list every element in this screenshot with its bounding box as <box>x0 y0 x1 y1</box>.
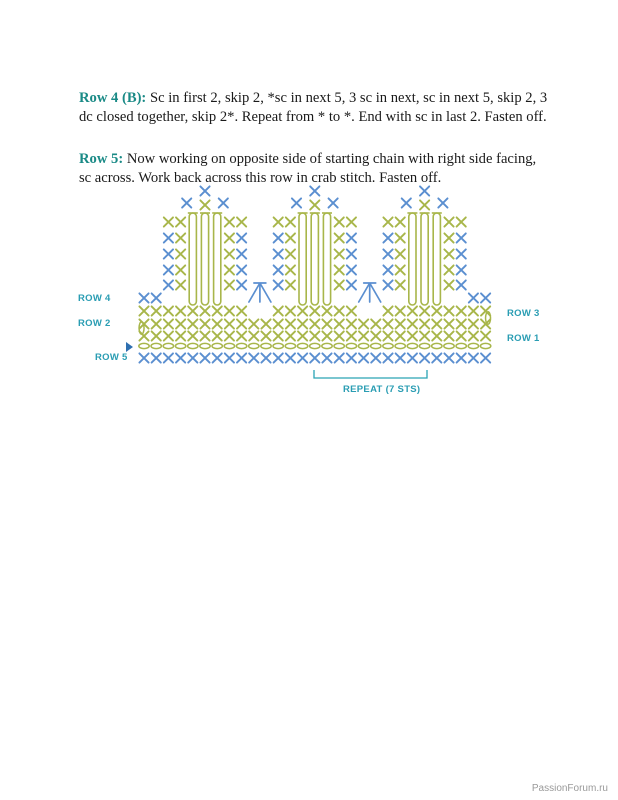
sc-stitch-icon <box>188 319 197 328</box>
row4-instructions <box>79 89 549 127</box>
sc-stitch-icon <box>176 280 185 289</box>
sc-stitch-icon <box>310 306 319 315</box>
sc-stitch-icon <box>347 319 356 328</box>
sc-stitch-icon <box>469 331 478 340</box>
sc-stitch-icon <box>383 217 392 226</box>
sc-stitch-icon <box>188 306 197 315</box>
dc-stitch-icon <box>323 213 330 305</box>
sc-stitch-icon <box>396 217 405 226</box>
sc-stitch-icon <box>225 280 234 289</box>
sc-stitch-icon <box>249 319 258 328</box>
sc-stitch-icon <box>225 306 234 315</box>
sc-stitch-icon <box>274 331 283 340</box>
sc-stitch-icon <box>164 249 173 258</box>
sc-stitch-icon <box>396 331 405 340</box>
sc-stitch-icon <box>139 353 148 362</box>
dc-stitch-icon <box>433 213 440 305</box>
sc-stitch-icon <box>213 353 222 362</box>
chain-stitch-icon <box>285 343 295 348</box>
sc-stitch-icon <box>457 319 466 328</box>
chain-stitch-icon <box>273 343 283 348</box>
sc-stitch-icon <box>188 353 197 362</box>
sc-stitch-icon <box>310 353 319 362</box>
sc-stitch-icon <box>200 186 209 195</box>
sc-stitch-icon <box>310 331 319 340</box>
sc-stitch-icon <box>383 331 392 340</box>
dc-stitch-icon <box>421 213 428 305</box>
repeat-label: REPEAT (7 STS) <box>343 384 421 395</box>
sc-stitch-icon <box>359 353 368 362</box>
sc-stitch-icon <box>420 331 429 340</box>
sc-stitch-icon <box>371 331 380 340</box>
sc-stitch-icon <box>408 319 417 328</box>
dc-stitch-icon <box>299 213 306 305</box>
row5-label: Row 5: <box>79 150 124 167</box>
sc-stitch-icon <box>225 319 234 328</box>
sc-stitch-icon <box>335 353 344 362</box>
row5-start-arrow-icon <box>126 342 133 352</box>
sc-stitch-icon <box>335 331 344 340</box>
chain-stitch-icon <box>297 343 307 348</box>
sc-stitch-icon <box>335 233 344 242</box>
sc-stitch-icon <box>225 265 234 274</box>
chain-stitch-icon <box>480 343 490 348</box>
dc-stitch-icon <box>311 213 318 305</box>
sc-stitch-icon <box>164 319 173 328</box>
chain-stitch-icon <box>432 343 442 348</box>
sc-stitch-icon <box>286 265 295 274</box>
dc-stitch-icon <box>409 213 416 305</box>
dc-stitch-icon <box>189 213 196 305</box>
sc-stitch-icon <box>444 319 453 328</box>
sc-stitch-icon <box>420 186 429 195</box>
sc-stitch-icon <box>383 265 392 274</box>
sc-stitch-icon <box>371 319 380 328</box>
sc-stitch-icon <box>335 319 344 328</box>
sc-stitch-icon <box>310 200 319 209</box>
sc-stitch-icon <box>164 233 173 242</box>
sc-stitch-icon <box>237 217 246 226</box>
sc-stitch-icon <box>298 353 307 362</box>
sc-stitch-icon <box>322 353 331 362</box>
sc-stitch-icon <box>396 249 405 258</box>
sc-stitch-icon <box>347 331 356 340</box>
sc-stitch-icon <box>261 353 270 362</box>
sc-stitch-icon <box>249 331 258 340</box>
sc-stitch-icon <box>481 293 490 302</box>
sc-stitch-icon <box>182 198 191 207</box>
dc-cluster-icon <box>249 283 271 302</box>
sc-stitch-icon <box>347 233 356 242</box>
sc-stitch-icon <box>164 331 173 340</box>
chain-stitch-icon <box>151 343 161 348</box>
sc-stitch-icon <box>200 353 209 362</box>
chain-stitch-icon <box>322 343 332 348</box>
sc-stitch-icon <box>420 200 429 209</box>
sc-stitch-icon <box>469 293 478 302</box>
sc-stitch-icon <box>432 331 441 340</box>
sc-stitch-icon <box>152 331 161 340</box>
sc-stitch-icon <box>225 233 234 242</box>
sc-stitch-icon <box>310 319 319 328</box>
sc-stitch-icon <box>298 331 307 340</box>
sc-stitch-icon <box>164 353 173 362</box>
sc-stitch-icon <box>457 280 466 289</box>
sc-stitch-icon <box>139 306 148 315</box>
chain-stitch-icon <box>407 343 417 348</box>
sc-stitch-icon <box>432 319 441 328</box>
sc-stitch-icon <box>237 306 246 315</box>
sc-stitch-icon <box>396 353 405 362</box>
sc-stitch-icon <box>335 280 344 289</box>
sc-stitch-icon <box>322 306 331 315</box>
sc-stitch-icon <box>286 331 295 340</box>
sc-stitch-icon <box>176 249 185 258</box>
sc-stitch-icon <box>322 319 331 328</box>
sc-stitch-icon <box>286 319 295 328</box>
sc-stitch-icon <box>176 217 185 226</box>
sc-stitch-icon <box>164 265 173 274</box>
sc-stitch-icon <box>383 280 392 289</box>
crochet-chart <box>0 175 618 405</box>
sc-stitch-icon <box>292 198 301 207</box>
sc-stitch-icon <box>237 331 246 340</box>
sc-stitch-icon <box>176 306 185 315</box>
chain-stitch-icon <box>249 343 259 348</box>
sc-stitch-icon <box>237 249 246 258</box>
sc-stitch-icon <box>347 280 356 289</box>
sc-stitch-icon <box>481 331 490 340</box>
sc-stitch-icon <box>261 331 270 340</box>
sc-stitch-icon <box>274 265 283 274</box>
sc-stitch-icon <box>200 331 209 340</box>
sc-stitch-icon <box>225 353 234 362</box>
chain-stitch-icon <box>358 343 368 348</box>
sc-stitch-icon <box>310 186 319 195</box>
sc-stitch-icon <box>457 233 466 242</box>
sc-stitch-icon <box>335 249 344 258</box>
chain-stitch-icon <box>236 343 246 348</box>
sc-stitch-icon <box>457 331 466 340</box>
chain-stitch-icon <box>163 343 173 348</box>
chain-stitch-icon <box>395 343 405 348</box>
sc-stitch-icon <box>396 265 405 274</box>
sc-stitch-icon <box>469 319 478 328</box>
sc-stitch-icon <box>469 306 478 315</box>
sc-stitch-icon <box>200 306 209 315</box>
sc-stitch-icon <box>237 353 246 362</box>
sc-stitch-icon <box>383 233 392 242</box>
sc-stitch-icon <box>176 353 185 362</box>
sc-stitch-icon <box>383 306 392 315</box>
sc-stitch-icon <box>347 217 356 226</box>
chain-stitch-icon <box>334 343 344 348</box>
dc-stitch-icon <box>214 213 221 305</box>
sc-stitch-icon <box>396 280 405 289</box>
sc-stitch-icon <box>286 306 295 315</box>
sc-stitch-icon <box>457 265 466 274</box>
sc-stitch-icon <box>444 249 453 258</box>
sc-stitch-icon <box>139 293 148 302</box>
chain-stitch-icon <box>419 343 429 348</box>
sc-stitch-icon <box>335 265 344 274</box>
sc-stitch-icon <box>152 319 161 328</box>
sc-stitch-icon <box>347 249 356 258</box>
sc-stitch-icon <box>274 353 283 362</box>
sc-stitch-icon <box>274 249 283 258</box>
sc-stitch-icon <box>237 280 246 289</box>
sc-stitch-icon <box>347 353 356 362</box>
row3-chart-label: ROW 3 <box>507 308 540 319</box>
sc-stitch-icon <box>176 331 185 340</box>
sc-stitch-icon <box>213 331 222 340</box>
sc-stitch-icon <box>274 319 283 328</box>
row5-body: Now working on opposite side of starting chain with right side facing, sc across. Work back across this row in crab stitch. Fasten off. <box>79 150 537 186</box>
sc-stitch-icon <box>249 353 258 362</box>
dc-stitch-icon <box>201 213 208 305</box>
sc-stitch-icon <box>200 200 209 209</box>
sc-stitch-icon <box>347 265 356 274</box>
sc-stitch-icon <box>444 331 453 340</box>
chain-stitch-icon <box>224 343 234 348</box>
sc-stitch-icon <box>261 319 270 328</box>
repeat-bracket <box>314 370 427 378</box>
sc-stitch-icon <box>188 331 197 340</box>
sc-stitch-icon <box>335 306 344 315</box>
chain-stitch-icon <box>175 343 185 348</box>
sc-stitch-icon <box>444 217 453 226</box>
row2-chart-label: ROW 2 <box>78 318 111 329</box>
sc-stitch-icon <box>469 353 478 362</box>
sc-stitch-icon <box>286 249 295 258</box>
chain-stitch-icon <box>468 343 478 348</box>
chain-stitch-icon <box>212 343 222 348</box>
sc-stitch-icon <box>444 233 453 242</box>
sc-stitch-icon <box>164 217 173 226</box>
sc-stitch-icon <box>176 319 185 328</box>
sc-stitch-icon <box>396 233 405 242</box>
chain-stitch-icon <box>346 343 356 348</box>
sc-stitch-icon <box>383 319 392 328</box>
sc-stitch-icon <box>286 353 295 362</box>
sc-stitch-icon <box>176 265 185 274</box>
row4-label: Row 4 (B): <box>79 89 147 106</box>
sc-stitch-icon <box>225 331 234 340</box>
sc-stitch-icon <box>432 353 441 362</box>
sc-stitch-icon <box>335 217 344 226</box>
sc-stitch-icon <box>457 249 466 258</box>
sc-stitch-icon <box>371 353 380 362</box>
sc-stitch-icon <box>329 198 338 207</box>
sc-stitch-icon <box>164 280 173 289</box>
row4-body: Sc in first 2, skip 2, *sc in next 5, 3 sc in next, sc in next 5, skip 2, 3 dc closed together, skip 2*. Repeat from * to *. End with sc in last 2. Fasten off. <box>79 89 548 125</box>
sc-stitch-icon <box>274 306 283 315</box>
sc-stitch-icon <box>383 249 392 258</box>
chain-stitch-icon <box>456 343 466 348</box>
chain-stitch-icon <box>200 343 210 348</box>
chain-stitch-icon <box>139 343 149 348</box>
sc-stitch-icon <box>274 217 283 226</box>
chain-stitch-icon <box>310 343 320 348</box>
sc-stitch-icon <box>237 265 246 274</box>
dc-cluster-icon <box>359 283 381 302</box>
sc-stitch-icon <box>383 353 392 362</box>
sc-stitch-icon <box>444 306 453 315</box>
chain-stitch-icon <box>261 343 271 348</box>
sc-stitch-icon <box>420 353 429 362</box>
sc-stitch-icon <box>359 319 368 328</box>
sc-stitch-icon <box>219 198 228 207</box>
sc-stitch-icon <box>200 319 209 328</box>
watermark: PassionForum.ru <box>531 783 608 794</box>
chain-stitch-icon <box>444 343 454 348</box>
sc-stitch-icon <box>298 306 307 315</box>
sc-stitch-icon <box>438 198 447 207</box>
row4-chart-label: ROW 4 <box>78 293 111 304</box>
sc-stitch-icon <box>152 306 161 315</box>
sc-stitch-icon <box>164 306 173 315</box>
sc-stitch-icon <box>286 233 295 242</box>
sc-stitch-icon <box>457 306 466 315</box>
sc-stitch-icon <box>408 306 417 315</box>
sc-stitch-icon <box>286 280 295 289</box>
sc-stitch-icon <box>225 217 234 226</box>
sc-stitch-icon <box>457 217 466 226</box>
sc-stitch-icon <box>420 319 429 328</box>
sc-stitch-icon <box>225 249 234 258</box>
chain-stitch-icon <box>383 343 393 348</box>
sc-stitch-icon <box>237 233 246 242</box>
chain-stitch-icon <box>371 343 381 348</box>
sc-stitch-icon <box>152 353 161 362</box>
sc-stitch-icon <box>347 306 356 315</box>
sc-stitch-icon <box>481 353 490 362</box>
sc-stitch-icon <box>176 233 185 242</box>
sc-stitch-icon <box>457 353 466 362</box>
sc-stitch-icon <box>444 280 453 289</box>
row1-chart-label: ROW 1 <box>507 333 540 344</box>
sc-stitch-icon <box>274 233 283 242</box>
sc-stitch-icon <box>408 331 417 340</box>
sc-stitch-icon <box>396 319 405 328</box>
sc-stitch-icon <box>402 198 411 207</box>
sc-stitch-icon <box>286 217 295 226</box>
sc-stitch-icon <box>420 306 429 315</box>
sc-stitch-icon <box>274 280 283 289</box>
row5-chart-label: ROW 5 <box>95 352 128 363</box>
sc-stitch-icon <box>152 293 161 302</box>
sc-stitch-icon <box>359 331 368 340</box>
sc-stitch-icon <box>237 319 246 328</box>
chain-stitch-icon <box>188 343 198 348</box>
sc-stitch-icon <box>444 353 453 362</box>
sc-stitch-icon <box>322 331 331 340</box>
sc-stitch-icon <box>444 265 453 274</box>
sc-stitch-icon <box>298 319 307 328</box>
chart-symbols <box>139 186 491 362</box>
sc-stitch-icon <box>408 353 417 362</box>
sc-stitch-icon <box>213 319 222 328</box>
sc-stitch-icon <box>432 306 441 315</box>
sc-stitch-icon <box>213 306 222 315</box>
sc-stitch-icon <box>396 306 405 315</box>
